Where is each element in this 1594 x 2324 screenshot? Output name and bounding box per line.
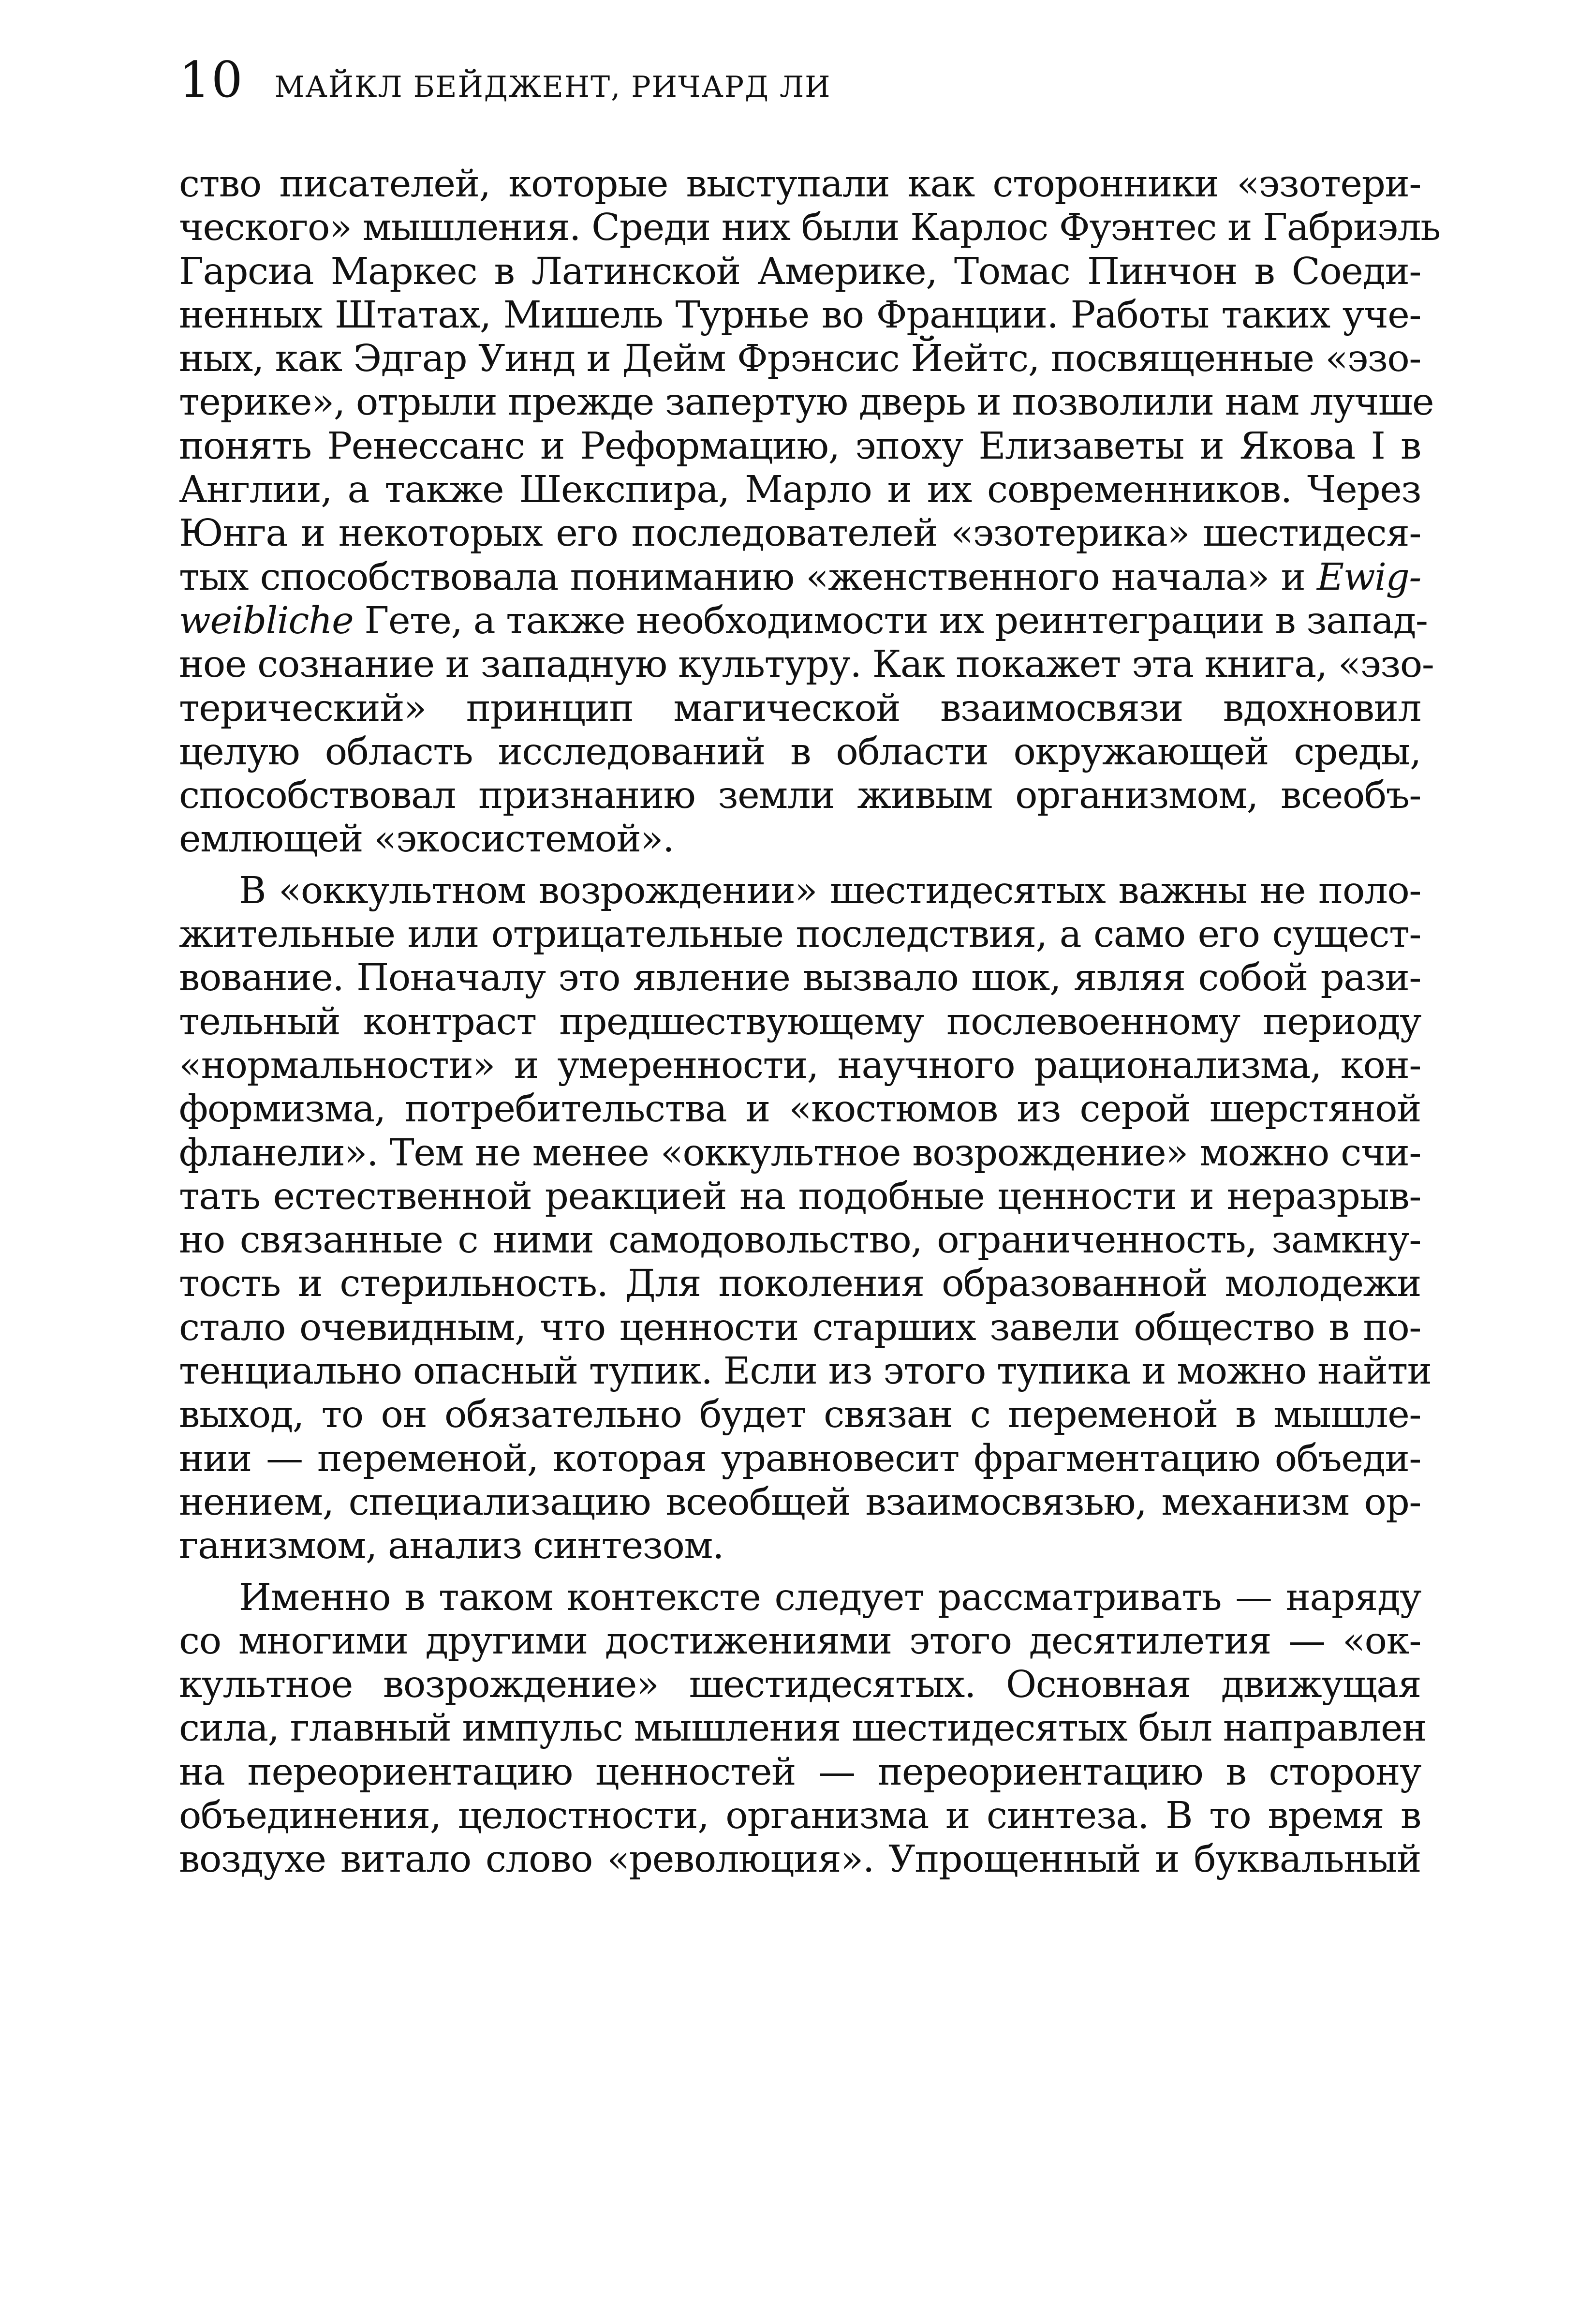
text-line: терике», отрыли прежде запертую дверь и позволили нам лучше xyxy=(179,381,1434,424)
text-line: со многими другими достижениями этого десятилетия — «ок- xyxy=(179,1619,1421,1663)
text-line: В «оккультном возрождении» шестидесятых важны не поло- xyxy=(239,869,1421,912)
paragraph-1 xyxy=(179,163,1440,862)
text-line: Англии, а также Шекспира, Марло и их современников. Через xyxy=(179,468,1421,512)
paragraph-3 xyxy=(179,1576,1427,1882)
italic-term: Ewig- xyxy=(1316,555,1421,599)
text-line: объединения, целостности, организма и синтеза. В то время в xyxy=(179,1794,1421,1837)
text-line xyxy=(179,556,1421,599)
text-line: стало очевидным, что ценности старших завели общество в по- xyxy=(179,1306,1421,1349)
text-line: терический» принцип магической взаимосвязи вдохновил xyxy=(179,686,1421,730)
text-line: воздухе витало слово «революция». Упрощенный и буквальный xyxy=(179,1838,1421,1881)
page-number: 10 xyxy=(179,51,244,109)
text-line: культное возрождение» шестидесятых. Основная движущая xyxy=(179,1663,1421,1707)
text-line: ненных Штатах, Мишель Турнье во Франции. Работы таких уче- xyxy=(179,293,1421,337)
text-line: ных, как Эдгар Уинд и Дейм Фрэнсис Йейтс, посвященные «эзо- xyxy=(179,337,1421,381)
text-line: «нормальности» и умеренности, научного рационализма, кон- xyxy=(179,1043,1421,1087)
text-run: тых способствовала пониманию «женственного начала» и xyxy=(179,555,1317,599)
running-header xyxy=(179,46,831,114)
body-text xyxy=(179,163,1440,1882)
text-line: на переориентацию ценностей — переориентацию в сторону xyxy=(179,1750,1421,1794)
text-run: Гете, а также необходимости их реинтеграции в запад- xyxy=(353,599,1428,642)
text-line: но связанные с ними самодовольство, ограниченность, замкну- xyxy=(179,1219,1421,1262)
text-line: ное сознание и западную культуру. Как покажет эта книга, «эзо- xyxy=(179,643,1434,686)
text-line: Именно в таком контексте следует рассматривать — наряду xyxy=(239,1576,1421,1619)
text-line: выход, то он обязательно будет связан с переменой в мышле- xyxy=(179,1393,1421,1437)
text-line: ство писателей, которые выступали как сторонники «эзотери- xyxy=(179,163,1421,206)
text-line: формизма, потребительства и «костюмов из серой шерстяной xyxy=(179,1088,1421,1131)
text-line: Юнга и некоторых его последователей «эзотерика» шестидеся- xyxy=(179,512,1421,555)
text-line: емлющей «экосистемой». xyxy=(179,818,674,861)
text-line: нии — переменой, которая уравновесит фрагментацию объеди- xyxy=(179,1437,1421,1480)
paragraph-2 xyxy=(179,869,1432,1568)
text-line: фланели». Тем не менее «оккультное возрождение» можно счи- xyxy=(179,1131,1421,1175)
text-line: жительные или отрицательные последствия, а само его сущест- xyxy=(179,913,1421,956)
text-line: ганизмом, анализ синтезом. xyxy=(179,1524,724,1568)
running-head-authors: МАЙКЛ БЕЙДЖЕНТ, РИЧАРД ЛИ xyxy=(274,70,831,104)
text-line: тенциально опасный тупик. Если из этого тупика и можно найти xyxy=(179,1350,1432,1393)
text-line: способствовал признанию земли живым организмом, всеобъ- xyxy=(179,774,1421,818)
text-line: тость и стерильность. Для поколения образованной молодежи xyxy=(179,1262,1421,1306)
text-line xyxy=(179,599,1428,643)
italic-term: weibliche xyxy=(179,599,354,642)
text-line: понять Ренессанс и Реформацию, эпоху Елизаветы и Якова I в xyxy=(179,424,1421,468)
text-line: Гарсиа Маркес в Латинской Америке, Томас Пинчон в Соеди- xyxy=(179,250,1421,293)
text-line: ческого» мышления. Среди них были Карлос Фуэнтес и Габриэль xyxy=(179,206,1440,250)
text-line: нением, специализацию всеобщей взаимосвязью, механизм ор- xyxy=(179,1480,1421,1524)
text-line: сила, главный импульс мышления шестидесятых был направлен xyxy=(179,1707,1427,1750)
text-line: тельный контраст предшествующему послевоенному периоду xyxy=(179,1000,1421,1043)
text-line: тать естественной реакцией на подобные ценности и неразрыв- xyxy=(179,1175,1421,1218)
text-line: вование. Поначалу это явление вызвало шок, являя собой рази- xyxy=(179,956,1421,1000)
text-line: целую область исследований в области окружающей среды, xyxy=(179,730,1421,774)
